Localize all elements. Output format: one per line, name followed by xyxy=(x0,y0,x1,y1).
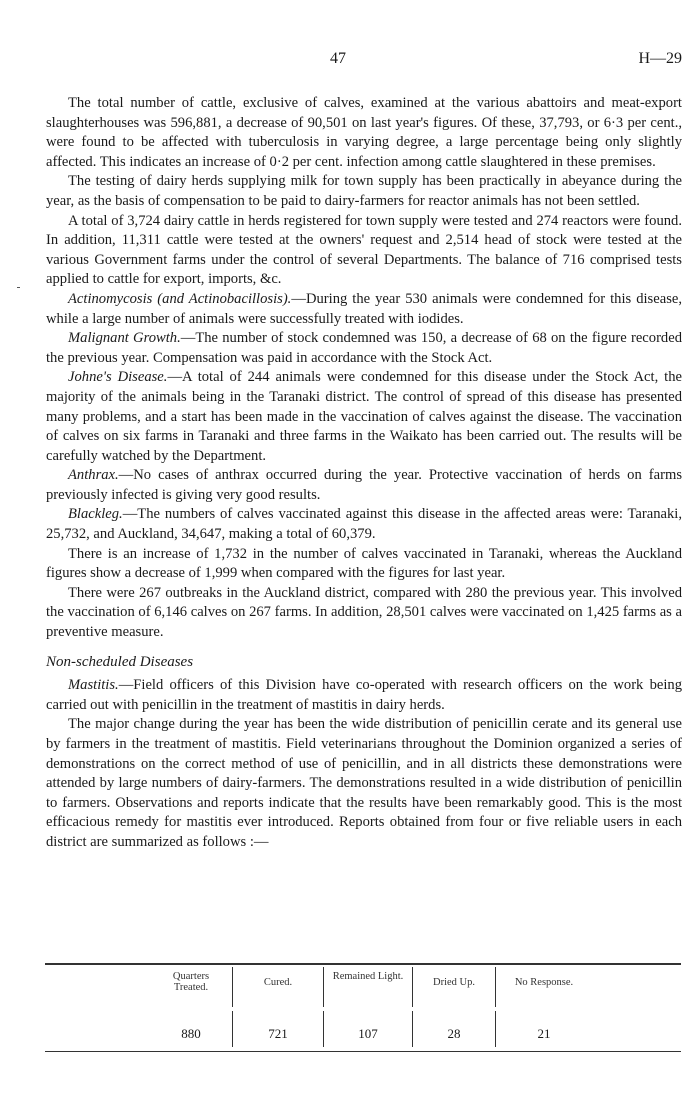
paragraph-auckland-outbreaks: There were 267 outbreaks in the Auckland district, compared with 280 the previous year. This involved the vaccination of 6,146 calves on 267 farms. In addition, 28,501 calves were vaccinated on 1,425 farms as a preventive measure. xyxy=(46,584,682,641)
page-header xyxy=(0,44,700,66)
header-quarters-treated: Quarters Treated. xyxy=(172,971,210,993)
paragraph-malignant-growth xyxy=(46,329,682,368)
malignant-growth-heading: Malignant Growth. xyxy=(68,330,181,347)
document-reference: H—29 xyxy=(638,50,682,67)
margin-mark xyxy=(17,287,20,288)
page-number: 47 xyxy=(330,50,346,67)
paragraph-test-totals: A total of 3,724 dairy cattle in herds registered for town supply were tested and 274 reactors were found. In addition, 11,311 cattle were tested at the owners' request and 2,514 head of stock were tested at the various Government farms under the control of several Departments. The balance of 716 comprised tests applied to cattle for export, imports, &c. xyxy=(46,212,682,288)
mastitis-heading: Mastitis. xyxy=(68,677,119,694)
value-quarters-treated: 880 xyxy=(181,1026,201,1041)
table-divider xyxy=(412,967,413,1007)
value-cured: 721 xyxy=(268,1026,288,1041)
paragraph-johnes-disease xyxy=(46,368,682,466)
anthrax-text: —No cases of anthrax occurred during the year. Protective vaccination of herds on farms previously infected is giving very good results. xyxy=(46,467,682,503)
value-remained-light: 107 xyxy=(358,1026,378,1041)
anthrax-heading: Anthrax. xyxy=(68,467,119,484)
header-cured: Cured. xyxy=(263,977,293,988)
table-divider xyxy=(232,1011,233,1047)
paragraph-actinomycosis xyxy=(46,290,682,329)
actinomycosis-text: —During the year 530 animals were condemned for this disease, while a large number of animals were successfully treated with iodides. xyxy=(46,290,682,327)
paragraph-anthrax xyxy=(46,466,682,505)
table-divider xyxy=(412,1011,413,1047)
paragraph-dairy-testing: The testing of dairy herds supplying milk for town supply has been practically in abeyance during the year, as the basis of compensation to be paid to dairy-farmers for reactor animals has not been settled. xyxy=(46,173,682,209)
malignant-growth-text: —The number of stock condemned was 150, a decrease of 68 on the figure recorded the previous year. Compensation was paid in accordance with the Stock Act. xyxy=(46,330,682,366)
blackleg-text: —The numbers of calves vaccinated against this disease in the affected areas were: Taranaki, 25,732, and Auckland, 34,647, making a total of 60,379. xyxy=(46,506,682,543)
value-no-response: 21 xyxy=(537,1026,551,1041)
blackleg-heading: Blackleg. xyxy=(68,506,123,523)
paragraph-mastitis xyxy=(46,676,682,715)
report-body xyxy=(46,94,682,853)
johnes-disease-heading: Johne's Disease. xyxy=(68,369,168,386)
table-top-rule-double xyxy=(45,964,681,965)
paragraph-taranaki-increase: There is an increase of 1,732 in the number of calves vaccinated in Taranaki, whereas the Auckland figures show a decrease of 1,999 when compared with the figures for last year. xyxy=(46,545,682,582)
header-no-response: No Response. xyxy=(514,977,574,988)
mastitis-text: —Field officers of this Division have co-operated with research officers on the work being carried out with penicillin in the treatment of mastitis in dairy herds. xyxy=(46,677,682,713)
paragraph-penicillin: The major change during the year has been the wide distribution of penicillin cerate and its general use by farmers in the treatment of mastitis. Field veterinarians throughout the Dominion organized a series of demonstrations on the correct method of use of penicillin, and in all districts these demonstrations were attended by large numbers of dairy-farmers. The demonstrations resulted in a wide distribution of penicillin to farmers. Observations and reports indicate that the results have been remarkably good. This is the most efficacious remedy for mastitis ever introduced. Reports obtained from four or five reliable users in each district are summarized as follows :— xyxy=(46,716,682,850)
header-dried-up: Dried Up. xyxy=(433,977,475,988)
table-divider xyxy=(495,967,496,1007)
paragraph-blackleg xyxy=(46,505,682,544)
header-remained-light: Remained Light. xyxy=(332,971,404,982)
section-title: Non-scheduled Diseases xyxy=(46,653,194,670)
mastitis-results-table xyxy=(45,963,681,1053)
value-dried-up: 28 xyxy=(447,1026,461,1041)
table-bottom-rule xyxy=(45,1051,681,1052)
table-divider xyxy=(495,1011,496,1047)
actinomycosis-heading: Actinomycosis (and Actinobacillosis). xyxy=(68,290,292,307)
table-divider xyxy=(323,1011,324,1047)
table-divider xyxy=(323,967,324,1007)
paragraph-cattle-examined: The total number of cattle, exclusive of calves, examined at the various abattoirs and meat-export slaughterhouses was 596,881, a decrease of 90,501 on last year's figures. Of these, 37,793, or 6·3 per cent., were found to be affected with tuberculosis in varying degree, a large percentage being only slightly affected. This indicates an increase of 0·2 per cent. infection among cattle slaughtered in these premises. xyxy=(46,95,682,170)
table-divider xyxy=(232,967,233,1007)
johnes-disease-text: —A total of 244 animals were condemned for this disease under the Stock Act, the majority of the animals being in the Taranaki district. The control of spread of this disease has presented many problems, and a start has been made in the vaccination of calves against the disease. The vaccination of calves on six farms in Taranaki and three farms in the Waikato has been carried out. The results will be carefully watched by the Department. xyxy=(46,369,682,464)
